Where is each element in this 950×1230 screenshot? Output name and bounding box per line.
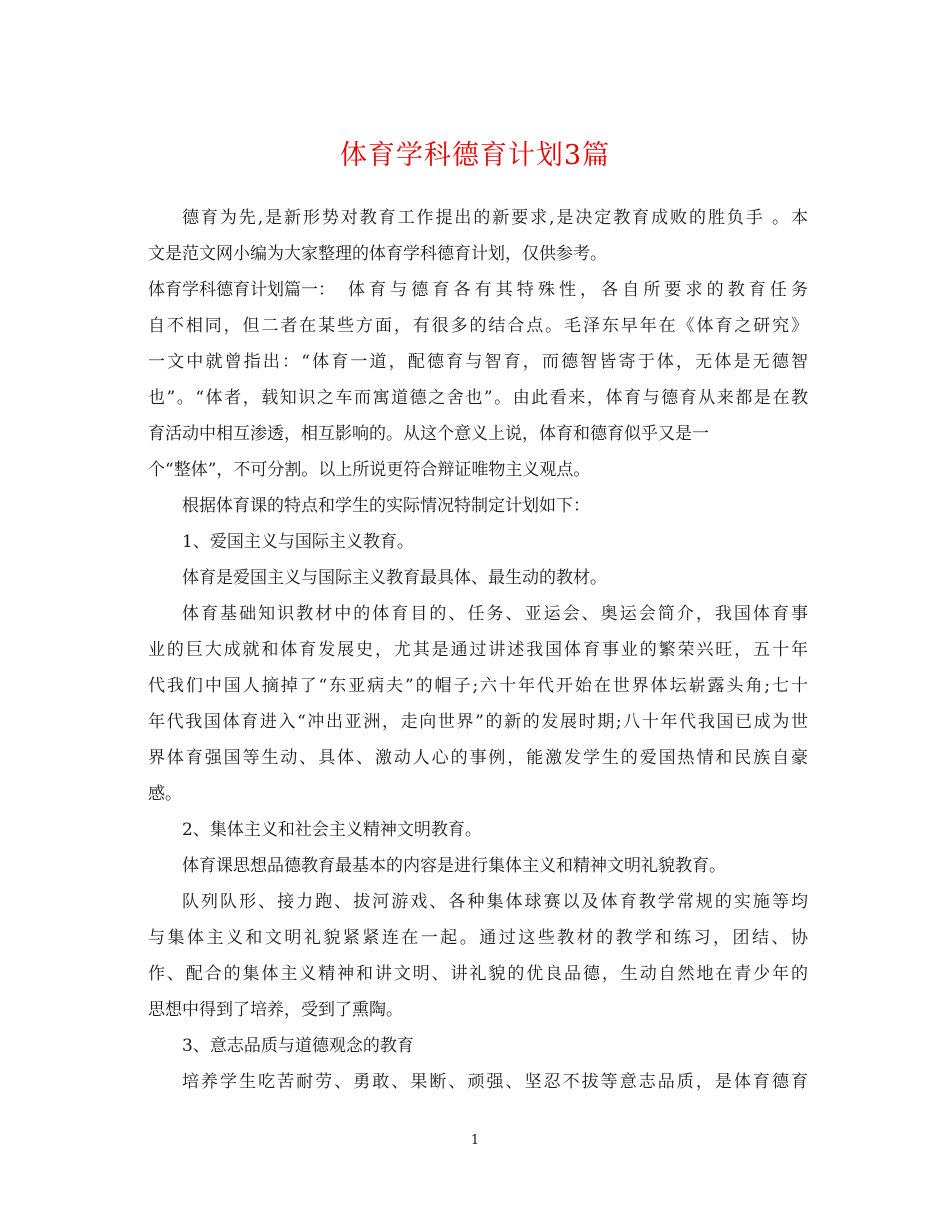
item2-heading: 2、集体主义和社会主义精神文明教育。 bbox=[182, 820, 482, 840]
document-title: 体育学科德育计划3篇 bbox=[339, 140, 611, 171]
section-heading: 体育学科德育计划篇一： bbox=[148, 280, 335, 300]
paragraph-line: 体育基础知识教材中的体育目的、任务、亚运会、奥运会简介，我国体育事 bbox=[182, 604, 808, 624]
paragraph-line: 作、配合的集体主义精神和讲文明、讲礼貌的优良品德，生动自然地在青少年的 bbox=[148, 964, 808, 984]
item1-heading: 1、爱国主义与国际主义教育。 bbox=[182, 532, 414, 552]
page-number: 1 bbox=[470, 1133, 480, 1148]
paragraph-line: 也”。“体者，载知识之车而寓道德之舍也”。由此看来，体育与德育从来都是在教 bbox=[148, 388, 808, 408]
intro-line-2: 文是范文网小编为大家整理的体育学科德育计划，仅供参考。 bbox=[148, 244, 607, 264]
paragraph-line: 年代我国体育进入“冲出亚洲，走向世界”的新的发展时期;八十年代我国已成为世 bbox=[148, 712, 808, 732]
document-body bbox=[148, 200, 808, 1100]
paragraph-line: 自不相同，但二者在某些方面，有很多的结合点。毛泽东早年在《体育之研究》 bbox=[148, 316, 808, 336]
plan-intro: 根据体育课的特点和学生的实际情况特制定计划如下： bbox=[182, 496, 590, 516]
paragraph-line: 感。 bbox=[148, 784, 182, 804]
paragraph-line: 与集体主义和文明礼貌紧紧连在一起。通过这些教材的教学和练习，团结、协 bbox=[148, 928, 808, 948]
paragraph-line: 思想中得到了培养，受到了熏陶。 bbox=[148, 1000, 403, 1020]
item3-heading: 3、意志品质与道德观念的教育 bbox=[182, 1036, 414, 1056]
item1-paragraph-1: 体育是爱国主义与国际主义教育最具体、最生动的教材。 bbox=[182, 568, 607, 588]
paragraph-line: 一文中就曾指出：“体育一道，配德育与智育，而德智皆寄于体，无体是无德智 bbox=[148, 352, 808, 372]
paragraph-line: 队列队形、接力跑、拔河游戏、各种集体球赛以及体育教学常规的实施等均 bbox=[182, 892, 808, 912]
intro-line-1: 德育为先,是新形势对教育工作提出的新要求,是决定教育成败的胜负手 。本 bbox=[182, 208, 808, 228]
item3-paragraph-1: 培养学生吃苦耐劳、勇敢、果断、顽强、坚忍不拔等意志品质，是体育德育 bbox=[182, 1072, 808, 1092]
paragraph-line: 业的巨大成就和体育发展史，尤其是通过讲述我国体育事业的繁荣兴旺，五十年 bbox=[148, 640, 808, 660]
paragraph-line: 育活动中相互渗透，相互影响的。从这个意义上说，体育和德育似乎又是一 bbox=[148, 424, 709, 444]
section-first-line: 体育与德育各有其特殊性，各自所要求的教育任务 bbox=[348, 280, 808, 300]
section-heading-line bbox=[148, 272, 808, 308]
item2-paragraph-1: 体育课思想品德教育最基本的内容是进行集体主义和精神文明礼貌教育。 bbox=[182, 856, 726, 876]
paragraph-line: 个“整体”，不可分割。以上所说更符合辩证唯物主义观点。 bbox=[148, 460, 591, 480]
paragraph-line: 界体育强国等生动、具体、激动人心的事例，能激发学生的爱国热情和民族自豪 bbox=[148, 748, 808, 768]
paragraph-line: 代我们中国人摘掉了“东亚病夫”的帽子;六十年代开始在世界体坛崭露头角;七十 bbox=[148, 676, 808, 696]
